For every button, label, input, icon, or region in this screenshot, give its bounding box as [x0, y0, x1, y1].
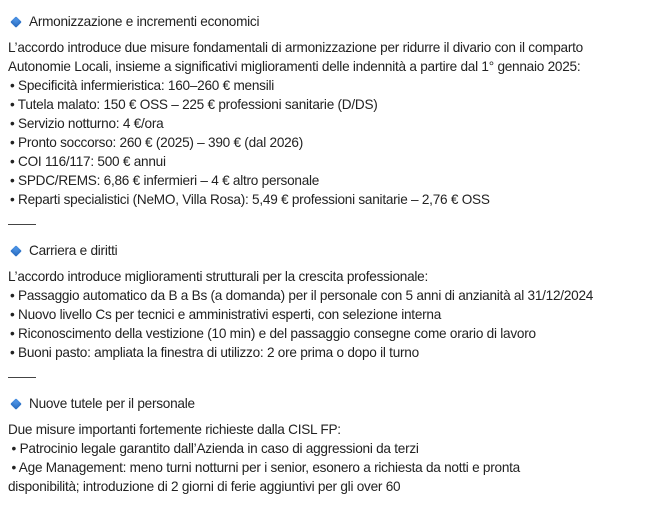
- list-item: • Buoni pasto: ampliata la finestra di utilizzo: 2 ore prima o dopo il turno: [10, 345, 419, 360]
- list-item: • Nuovo livello Cs per tecnici e amministrativi esperti, con selezione interna: [10, 307, 442, 322]
- section-title: Armonizzazione e incrementi economici: [29, 14, 260, 29]
- blue-diamond-icon: [10, 16, 21, 27]
- section-heading: [8, 394, 650, 414]
- list-item: • Riconoscimento della vestizione (10 min) e del passaggio consegne come orario di lavoro: [10, 326, 536, 341]
- section-economic: [8, 12, 650, 209]
- divider: [8, 377, 36, 378]
- list-item: • SPDC/REMS: 6,86 € infermieri – 4 € altro personale: [10, 173, 320, 188]
- list-item: • Age Management: meno turni notturni per i senior, esonero a richiesta da notti e pronta: [8, 460, 520, 475]
- blue-diamond-icon: [10, 245, 21, 256]
- blue-diamond-icon: [10, 398, 21, 409]
- divider: [8, 224, 36, 225]
- list-item: • COI 116/117: 500 € annui: [10, 154, 166, 169]
- paragraph-line: L’accordo introduce due misure fondamentali di armonizzazione per ridurre il divario con il comparto: [8, 40, 583, 55]
- paragraph-line: Autonomie Locali, insieme a significativi miglioramenti delle indennità a partire dal 1° gennaio 2025:: [8, 59, 581, 74]
- section-career: [8, 241, 650, 362]
- section-title: Carriera e diritti: [29, 243, 118, 258]
- paragraph-line: L’accordo introduce miglioramenti strutturali per la crescita professionale:: [8, 269, 428, 284]
- section-protections: [8, 394, 650, 496]
- list-item: • Tutela malato: 150 € OSS – 225 € professioni sanitarie (D/DS): [10, 97, 378, 112]
- list-item: • Servizio notturno: 4 €/ora: [10, 116, 164, 131]
- list-item: • Pronto soccorso: 260 € (2025) – 390 € (dal 2026): [10, 135, 304, 150]
- paragraph-line: Due misure importanti fortemente richieste dalla CISL FP:: [8, 422, 341, 437]
- list-item: • Passaggio automatico da B a Bs (a domanda) per il personale con 5 anni di anzianità al 31/12/2024: [10, 288, 594, 303]
- list-item: • Reparti specialistici (NeMO, Villa Rosa): 5,49 € professioni sanitarie – 2,76 € OSS: [10, 192, 490, 207]
- section-title: Nuove tutele per il personale: [29, 396, 195, 411]
- list-item: • Specificità infermieristica: 160–260 € mensili: [10, 78, 275, 93]
- section-heading: [8, 12, 650, 32]
- section-heading: [8, 241, 650, 261]
- list-item-continuation: disponibilità; introduzione di 2 giorni di ferie aggiuntivi per gli over 60: [8, 479, 401, 494]
- list-item: • Patrocinio legale garantito dall’Azienda in caso di aggressioni da terzi: [8, 441, 419, 456]
